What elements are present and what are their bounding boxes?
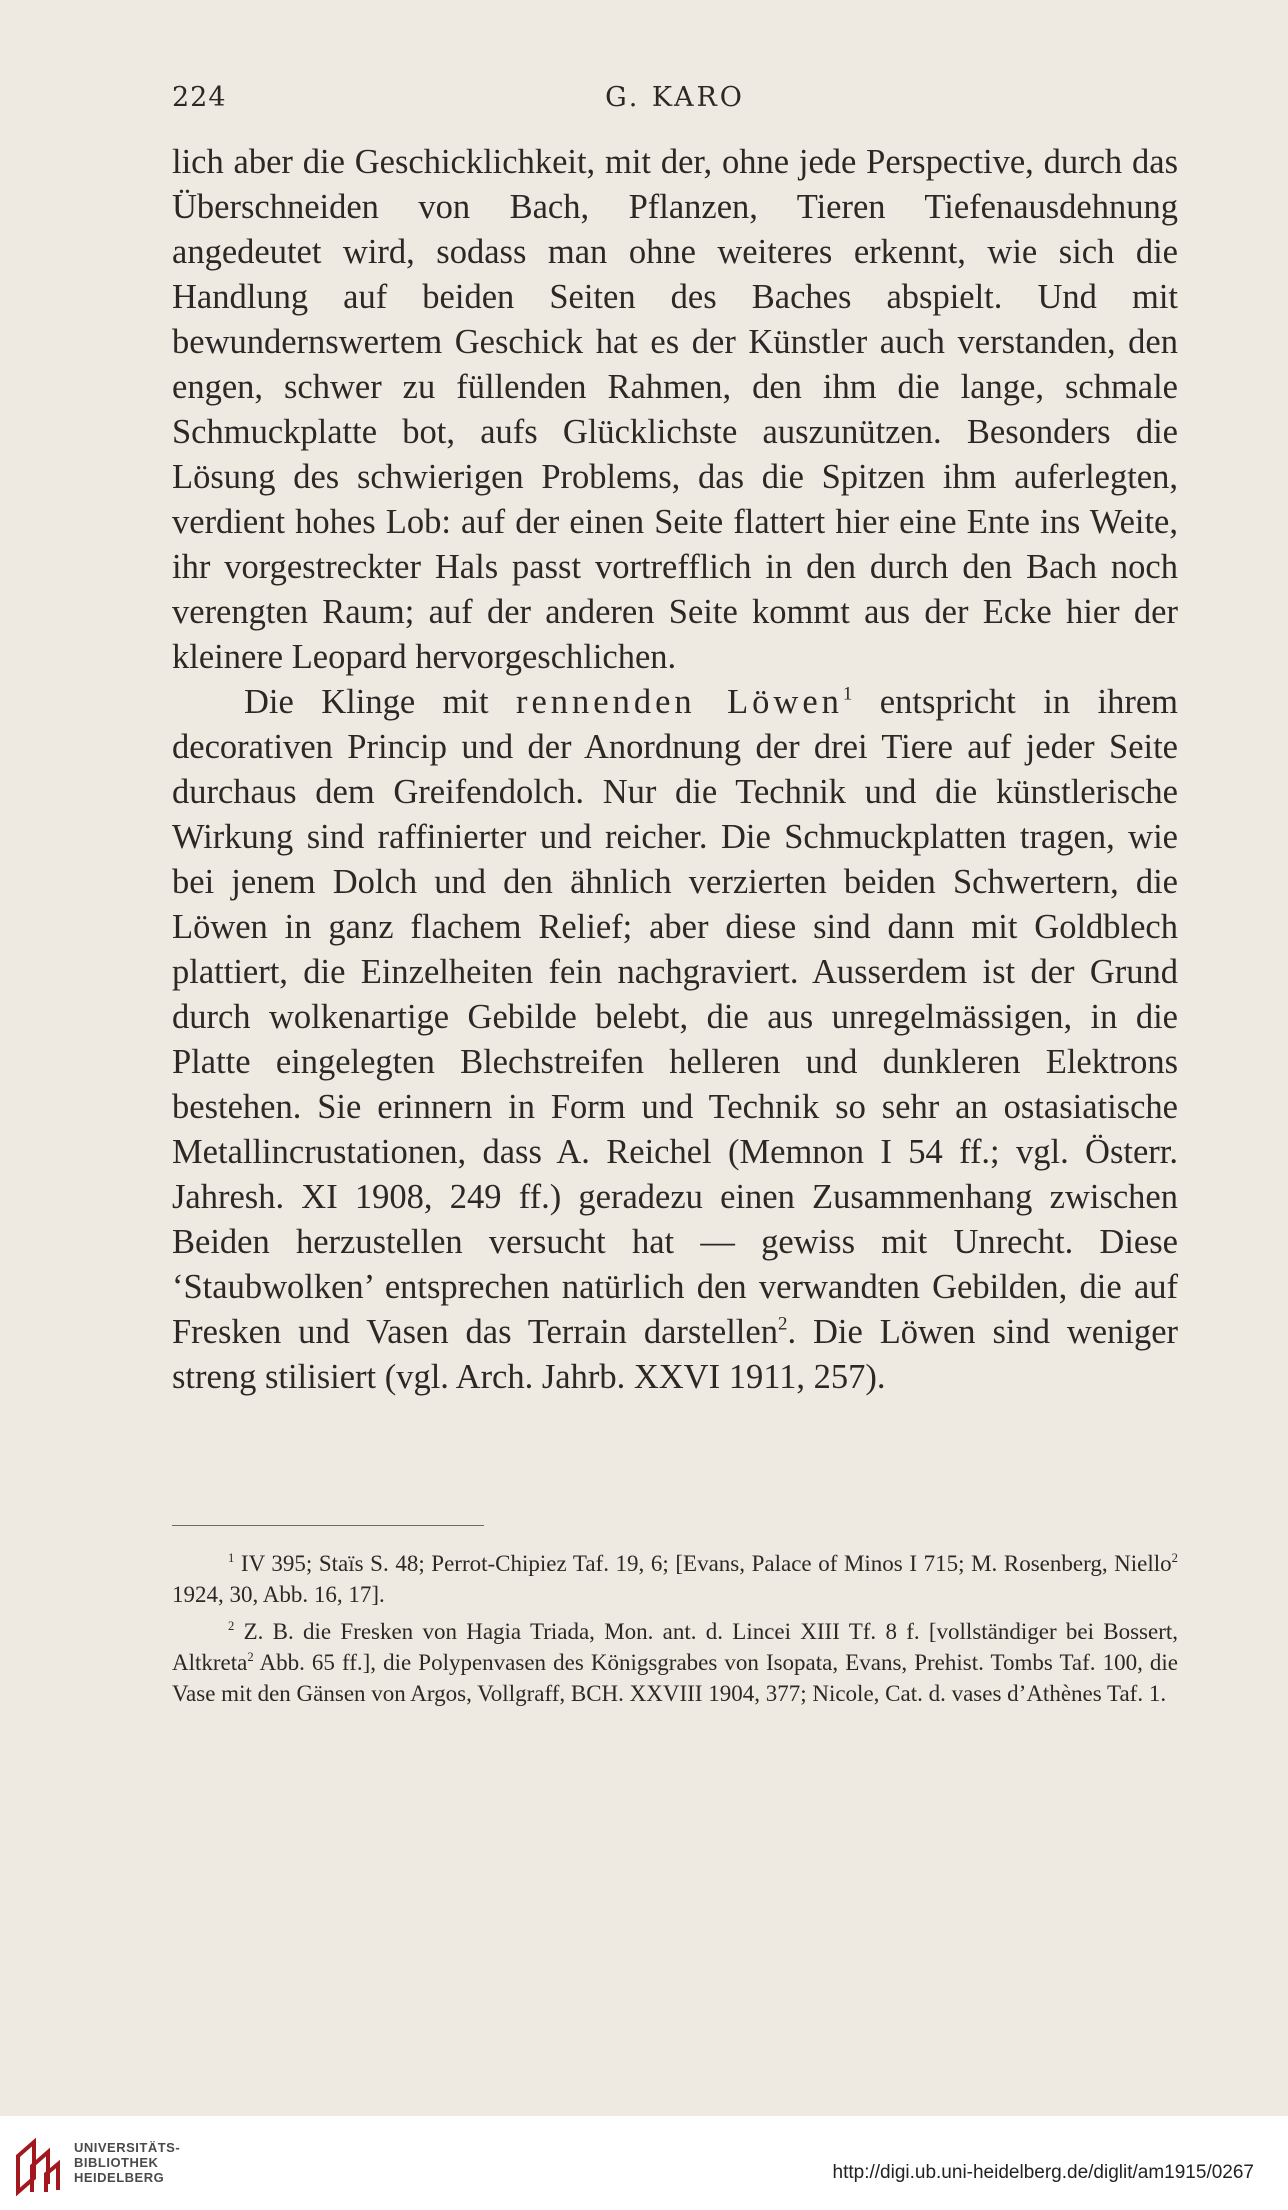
footnote-2-text-b: Abb. 65 ff.], die Polypenvasen des Königsgrabes von Isopata, Evans, Prehist. Tombs Taf. 100, die Vase mit den Gänsen von Argos, Vollgraff, BCH. XXVIII 1904, 377; Nicole, Cat. d. vases d’Athènes Taf. 1. bbox=[172, 1650, 1178, 1706]
body-text bbox=[172, 140, 1178, 1400]
footnotes bbox=[172, 1548, 1178, 1715]
footnote-ref-2: 2 bbox=[777, 1313, 788, 1335]
footnote-1-text-a: IV 395; Staïs S. 48; Perrot-Chipiez Taf. 19, 6; [Evans, Palace of Minos I 715; M. Rosenberg, Niello bbox=[234, 1551, 1172, 1576]
library-name-line-2: BIBLIOTHEK bbox=[74, 2155, 159, 2170]
paragraph-2-lead: Die Klinge mit bbox=[244, 683, 516, 721]
footnote-ref-1: 1 bbox=[842, 683, 853, 705]
library-logo-icon bbox=[12, 2134, 64, 2196]
page-number: 224 bbox=[172, 82, 227, 113]
footnote-2-marker: 2 bbox=[228, 1619, 235, 1634]
digitization-footer bbox=[0, 2116, 1288, 2210]
footnote-1 bbox=[172, 1548, 1178, 1610]
emphasis-spaced: rennenden Löwen bbox=[515, 683, 843, 721]
running-head: G. KARO bbox=[605, 82, 745, 113]
paragraph-2 bbox=[172, 680, 1178, 1400]
footnote-2 bbox=[172, 1616, 1178, 1709]
library-name-line-3: HEIDELBERG bbox=[74, 2170, 165, 2185]
footnote-2-text-a: Z. B. die Fresken von Hagia Triada, Mon. ant. d. Lincei XIII Tf. 8 f. [vollständiger bei Bossert, Altkreta bbox=[172, 1619, 1178, 1675]
library-name-line-1: UNIVERSITÄTS- bbox=[74, 2140, 181, 2155]
footnote-1-marker: 1 bbox=[228, 1551, 235, 1566]
page-header bbox=[170, 82, 1180, 122]
source-url-link[interactable]: http://digi.ub.uni-heidelberg.de/diglit/am1915/0267 bbox=[832, 2162, 1254, 2183]
library-name bbox=[74, 2140, 180, 2185]
footnote-divider bbox=[172, 1525, 484, 1526]
footnote-1-text-b: 1924, 30, Abb. 16, 17]. bbox=[172, 1582, 385, 1607]
paragraph-2-text-a: entspricht in ihrem decorativen Princip und der Anordnung der drei Tiere auf jeder Seite durchaus dem Greifendolch. Nur die Technik und die künstlerische Wirkung sind raffinierter und reicher. Die Schmuckplatten tragen, wie bei jenem Dolch und den ähnlich verzierten beiden Schwertern, die Löwen in ganz flachem Relief; aber diese sind dann mit Goldblech plattiert, die Einzelheiten fein nachgraviert. Ausserdem ist der Grund durch wolkenartige Gebilde belebt, die aus unregelmässigen, in die Platte eingelegten Blechstreifen helleren und dunkleren Elektrons bestehen. Sie erinnern in Form und Technik so sehr an ostasiatische Metallincrustationen, dass A. Reichel (Memnon I 54 ff.; vgl. Österr. Jahresh. XI 1908, 249 ff.) geradezu einen Zusammenhang zwischen Beiden herzustellen versucht hat — gewiss mit Unrecht. Diese ‘Staubwolken’ entsprechen natürlich den verwandten Gebilden, die auf Fresken und Vasen das Terrain darstellen bbox=[172, 683, 1178, 1351]
footnote-2-edition: 2 bbox=[247, 1650, 254, 1665]
paragraph-2-text-b: . Die Löwen sind weniger streng stilisiert (vgl. Arch. Jahrb. XXVI 1911, 257). bbox=[172, 1313, 1178, 1396]
paragraph-1: lich aber die Geschicklichkeit, mit der, ohne jede Perspective, durch das Überschneiden von Bach, Pflanzen, Tieren Tiefenausdehnung angedeutet wird, sodass man ohne weiteres erkennt, wie sich die Handlung auf beiden Seiten des Baches abspielt. Und mit bewundernswertem Geschick hat es der Künstler auch verstanden, den engen, schwer zu füllenden Rahmen, den ihm die lange, schmale Schmuckplatte bot, aufs Glücklichste auszunützen. Besonders die Lösung des schwierigen Problems, das die Spitzen ihm auferlegten, verdient hohes Lob: auf der einen Seite flattert hier eine Ente ins Weite, ihr vorgestreckter Hals passt vortrefflich in den durch den Bach noch verengten Raum; auf der anderen Seite kommt aus der Ecke hier der kleinere Leopard hervorgeschlichen. bbox=[172, 143, 1178, 676]
footnote-1-edition: 2 bbox=[1171, 1551, 1178, 1566]
